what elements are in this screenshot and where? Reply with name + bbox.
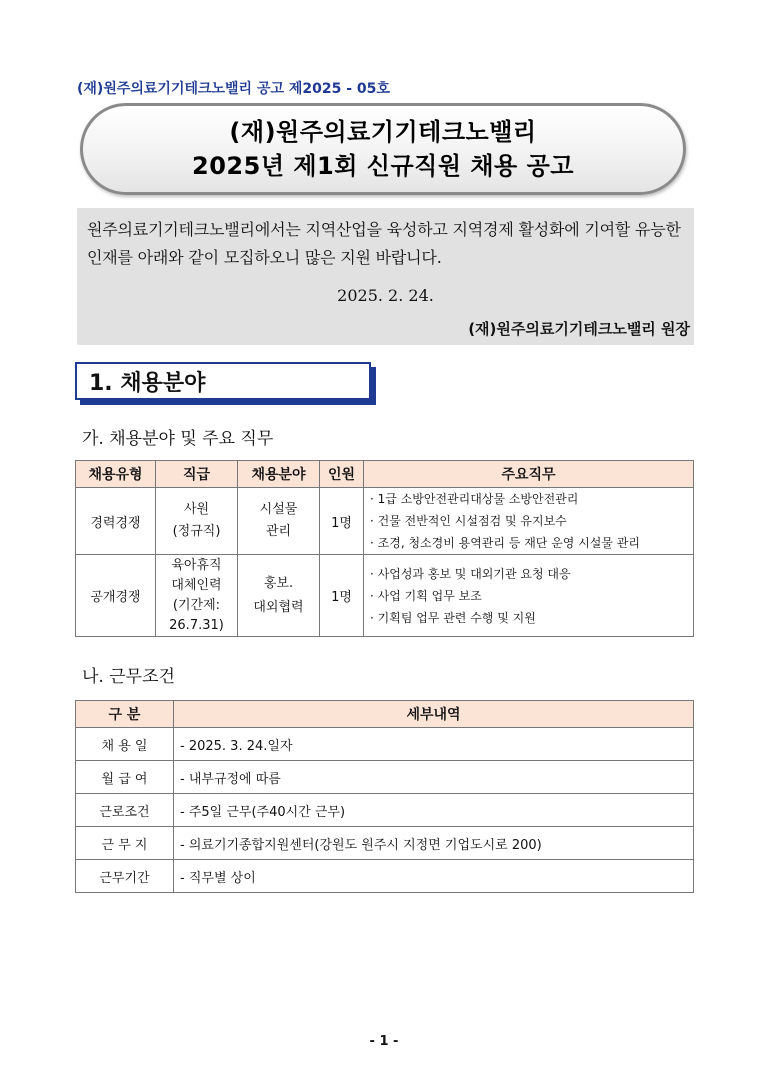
header-cell: 구 분 xyxy=(76,701,174,728)
duties-cell xyxy=(364,555,694,637)
field-line: 홍보. xyxy=(263,575,294,591)
title-line-1: (재)원주의료기기테크노밸리 xyxy=(229,118,537,146)
duty-item: · 기획팀 업무 관련 수행 및 지원 xyxy=(370,610,536,625)
condition-label: 월 급 여 xyxy=(76,761,174,794)
title-banner xyxy=(80,103,686,195)
condition-label: 채 용 일 xyxy=(76,728,174,761)
field-cell xyxy=(238,488,320,555)
count-cell: 1명 xyxy=(320,488,364,555)
header-cell: 주요직무 xyxy=(364,461,694,488)
field-line: 관리 xyxy=(265,524,292,539)
field-line: 시설물 xyxy=(259,502,298,517)
table-row xyxy=(76,555,694,637)
table-row xyxy=(76,794,694,827)
table-row xyxy=(76,860,694,893)
recruitment-table xyxy=(75,460,694,637)
subheading-fields-duties: 가. 채용분야 및 주요 직무 xyxy=(82,429,274,449)
intro-date: 2025. 2. 24. xyxy=(337,286,434,305)
duty-item: · 사업성과 홍보 및 대외기관 요청 대응 xyxy=(370,566,571,581)
table-row xyxy=(76,827,694,860)
conditions-table-header xyxy=(76,701,694,728)
duty-item: · 사업 기획 업무 보조 xyxy=(370,588,482,603)
condition-value: - 2025. 3. 24.일자 xyxy=(174,728,694,761)
rank-cell xyxy=(156,488,238,555)
duty-item: · 건물 전반적인 시설점검 및 유지보수 xyxy=(370,514,567,528)
rank-line: 육아휴직 xyxy=(171,557,222,573)
type-cell: 경력경쟁 xyxy=(76,488,156,555)
header-cell: 세부내역 xyxy=(174,701,694,728)
type-cell: 공개경쟁 xyxy=(76,555,156,637)
count-cell: 1명 xyxy=(320,555,364,637)
rank-line: (정규직) xyxy=(172,524,221,539)
rank-line: 26.7.31) xyxy=(169,617,224,633)
recruitment-table-header xyxy=(76,461,694,488)
intro-box xyxy=(77,208,694,345)
rank-cell xyxy=(156,555,238,637)
page-number: - 1 - xyxy=(369,1034,399,1049)
duty-item: · 1급 소방안전관리대상물 소방안전관리 xyxy=(370,492,579,506)
field-cell xyxy=(238,555,320,637)
condition-value: - 내부규정에 따름 xyxy=(174,761,694,794)
table-row xyxy=(76,728,694,761)
intro-text: 원주의료기기테크노밸리에서는 지역산업을 육성하고 지역경제 활성화에 기여할 유능한 인재를 아래와 같이 모집하오니 많은 지원 바랍니다. xyxy=(87,220,681,267)
title-line-2: 2025년 제1회 신규직원 채용 공고 xyxy=(192,152,574,180)
rank-line: (기간제: xyxy=(172,597,221,613)
header-cell: 직급 xyxy=(156,461,238,488)
condition-label: 근무기간 xyxy=(76,860,174,893)
condition-value: - 직무별 상이 xyxy=(174,860,694,893)
table-row xyxy=(76,488,694,555)
header-cell: 인원 xyxy=(320,461,364,488)
rank-line: 대체인력 xyxy=(171,577,222,593)
section-heading-recruitment: 1. 채용분야 xyxy=(75,362,371,400)
condition-value: - 주5일 근무(주40시간 근무) xyxy=(174,794,694,827)
rank-line: 사원 xyxy=(183,502,210,517)
condition-label: 근로조건 xyxy=(76,794,174,827)
duty-item: · 조경, 청소경비 용역관리 등 재단 운영 시설물 관리 xyxy=(370,536,640,550)
field-line: 대외협력 xyxy=(253,599,304,615)
intro-signature: (재)원주의료기기테크노밸리 원장 xyxy=(468,320,690,338)
subheading-work-conditions: 나. 근무조건 xyxy=(82,667,175,687)
notice-number: (재)원주의료기기테크노밸리 공고 제2025 - 05호 xyxy=(77,81,390,97)
header-cell: 채용유형 xyxy=(76,461,156,488)
duties-cell xyxy=(364,488,694,555)
condition-value: - 의료기기종합지원센터(강원도 원주시 지정면 기업도시로 200) xyxy=(174,827,694,860)
header-cell: 채용분야 xyxy=(238,461,320,488)
condition-label: 근 무 지 xyxy=(76,827,174,860)
table-row xyxy=(76,761,694,794)
conditions-table xyxy=(75,700,694,893)
